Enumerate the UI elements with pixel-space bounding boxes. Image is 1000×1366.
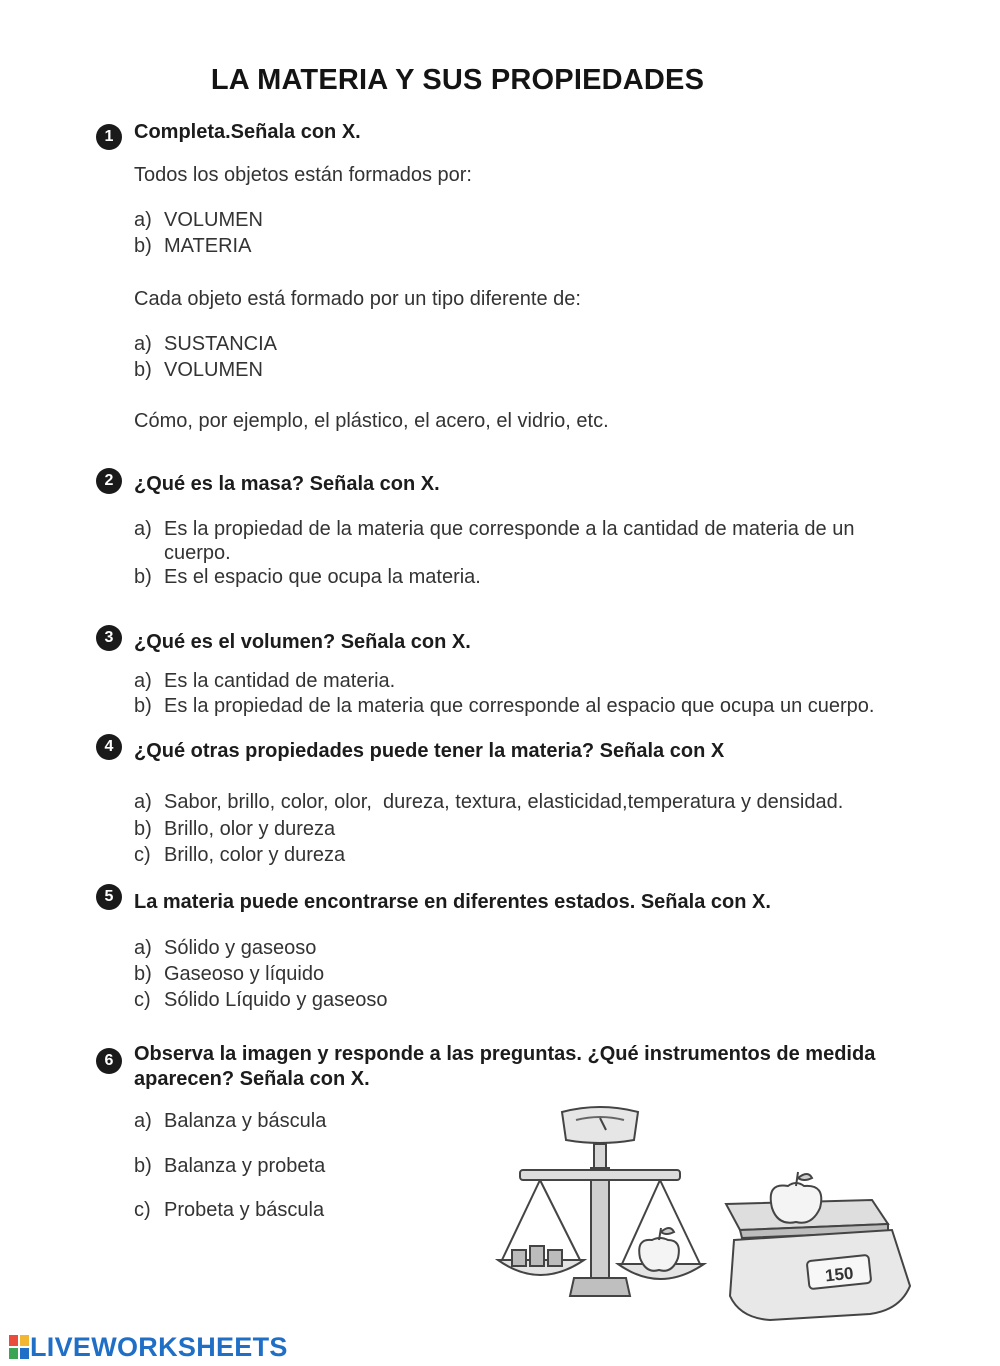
list-item[interactable] xyxy=(134,843,934,867)
option-letter: c) xyxy=(134,1199,151,1221)
question-3-heading: ¿Qué es el volumen? Señala con X. xyxy=(134,631,471,653)
list-item[interactable] xyxy=(134,565,934,589)
list-item[interactable] xyxy=(134,1198,474,1222)
option-letter: b) xyxy=(134,695,152,717)
kitchen-scale-icon xyxy=(726,1172,910,1320)
option-letter: c) xyxy=(134,844,151,866)
question-number-6: 6 xyxy=(96,1048,122,1074)
question-5-heading: La materia puede encontrarse en diferentes estados. Señala con X. xyxy=(134,891,771,913)
list-item[interactable] xyxy=(134,790,964,814)
list-item[interactable] xyxy=(134,817,934,841)
question-2-heading: ¿Qué es la masa? Señala con X. xyxy=(134,473,440,495)
option-text: Probeta y báscula xyxy=(164,1199,325,1221)
option-text: SUSTANCIA xyxy=(164,333,277,355)
question-number-3: 3 xyxy=(96,625,122,651)
option-text: Brillo, olor y dureza xyxy=(164,818,336,840)
option-letter: b) xyxy=(134,566,152,588)
option-text: Brillo, color y dureza xyxy=(164,844,346,866)
list-item[interactable] xyxy=(134,234,934,258)
option-letter: b) xyxy=(134,963,152,985)
list-item[interactable] xyxy=(134,1109,474,1133)
option-text: VOLUMEN xyxy=(164,209,263,231)
question-number-5: 5 xyxy=(96,884,122,910)
option-letter: a) xyxy=(134,937,152,959)
option-letter: a) xyxy=(134,518,152,540)
liveworksheets-logo[interactable] xyxy=(8,1332,288,1362)
option-letter: b) xyxy=(134,235,152,257)
option-letter: b) xyxy=(134,1155,152,1177)
option-text: MATERIA xyxy=(164,235,252,257)
option-letter: c) xyxy=(134,989,151,1011)
option-letter: a) xyxy=(134,791,152,813)
question-6-heading: Observa la imagen y responde a las preguntas. ¿Qué instrumentos de medida aparecen? Señala con X. xyxy=(134,1043,876,1090)
logo-text: LIVEWORKSHEETS xyxy=(30,1331,288,1362)
option-text: Balanza y probeta xyxy=(164,1155,326,1177)
question-number-1: 1 xyxy=(96,124,122,150)
list-item[interactable] xyxy=(134,936,934,960)
balance-scale-icon xyxy=(498,1107,704,1296)
question-number-4: 4 xyxy=(96,734,122,760)
question-4-heading: ¿Qué otras propiedades puede tener la materia? Señala con X xyxy=(134,740,725,762)
option-letter: a) xyxy=(134,670,152,692)
option-text: Es la propiedad de la materia que corresponde al espacio que ocupa un cuerpo. xyxy=(164,695,875,717)
list-item[interactable] xyxy=(134,208,934,232)
list-item[interactable] xyxy=(134,694,964,718)
option-letter: a) xyxy=(134,333,152,355)
list-item[interactable] xyxy=(134,1154,474,1178)
logo-mark-icon xyxy=(8,1333,30,1361)
option-text: Es el espacio que ocupa la materia. xyxy=(164,566,481,588)
list-item[interactable] xyxy=(134,517,904,565)
option-text: VOLUMEN xyxy=(164,359,263,381)
question-1-heading: Completa.Señala con X. xyxy=(134,121,361,143)
option-letter: b) xyxy=(134,359,152,381)
scale-display-value: 150 xyxy=(824,1263,855,1286)
list-item[interactable] xyxy=(134,332,934,356)
option-text: Gaseoso y líquido xyxy=(164,963,325,985)
page-title: LA MATERIA Y SUS PROPIEDADES xyxy=(210,64,705,96)
question-1-prompt-2: Cada objeto está formado por un tipo diferente de: xyxy=(134,288,581,310)
list-item[interactable] xyxy=(134,669,934,693)
option-text: Balanza y báscula xyxy=(164,1110,327,1132)
measuring-instruments-illustration xyxy=(490,1100,920,1325)
option-text: Sólido y gaseoso xyxy=(164,937,317,959)
option-text: Sabor, brillo, color, olor, dureza, textura, elasticidad,temperatura y densidad. xyxy=(164,791,844,813)
list-item[interactable] xyxy=(134,962,934,986)
question-1-note: Cómo, por ejemplo, el plástico, el acero, el vidrio, etc. xyxy=(134,410,609,432)
option-text: Sólido Líquido y gaseoso xyxy=(164,989,388,1011)
list-item[interactable] xyxy=(134,358,934,382)
list-item[interactable] xyxy=(134,988,934,1012)
option-letter: a) xyxy=(134,1110,152,1132)
option-text: Es la cantidad de materia. xyxy=(164,670,396,692)
option-letter: a) xyxy=(134,209,152,231)
option-letter: b) xyxy=(134,818,152,840)
question-1-prompt-1: Todos los objetos están formados por: xyxy=(134,164,472,186)
option-text: Es la propiedad de la materia que corresponde a la cantidad de materia de un cuerpo. xyxy=(164,518,855,564)
question-number-2: 2 xyxy=(96,468,122,494)
